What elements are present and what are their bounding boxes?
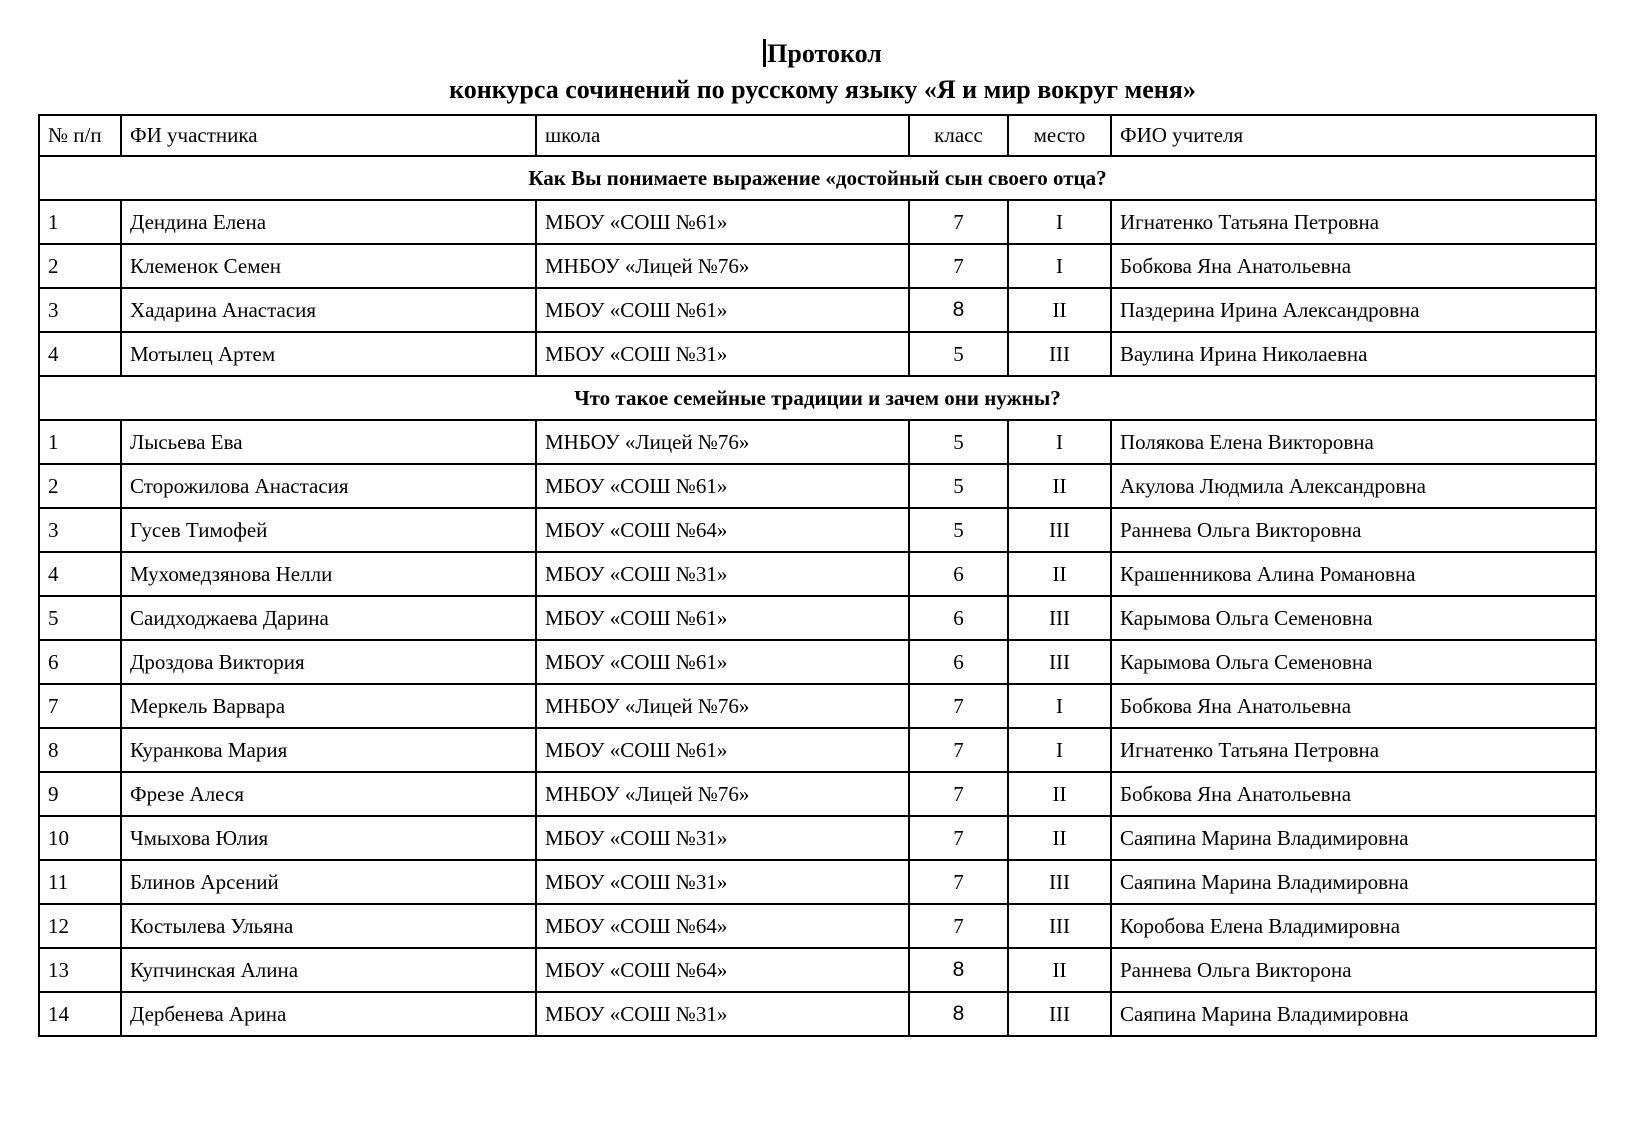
cell-grade: 5 — [909, 420, 1008, 464]
column-header-teacher: ФИО учителя — [1111, 115, 1596, 156]
cell-grade: 7 — [909, 244, 1008, 288]
cell-number: 14 — [39, 992, 121, 1036]
cell-number: 8 — [39, 728, 121, 772]
cell-teacher: Раннева Ольга Викторовна — [1111, 508, 1596, 552]
cell-school: МБОУ «СОШ №61» — [536, 640, 909, 684]
cell-school: МБОУ «СОШ №64» — [536, 508, 909, 552]
page-subtitle: конкурса сочинений по русскому языку «Я и мир вокруг меня» — [449, 75, 1196, 104]
cell-number: 7 — [39, 684, 121, 728]
cell-grade: 5 — [909, 332, 1008, 376]
cell-participant: Гусев Тимофей — [121, 508, 536, 552]
cell-grade: 6 — [909, 552, 1008, 596]
cell-grade: 8 — [909, 992, 1008, 1036]
cell-number: 1 — [39, 200, 121, 244]
cell-number: 3 — [39, 508, 121, 552]
cell-place: III — [1008, 596, 1111, 640]
cell-grade: 7 — [909, 860, 1008, 904]
cell-number: 11 — [39, 860, 121, 904]
cell-grade: 7 — [909, 728, 1008, 772]
cell-school: МНБОУ «Лицей №76» — [536, 420, 909, 464]
cell-teacher: Саяпина Марина Владимировна — [1111, 860, 1596, 904]
cell-teacher: Карымова Ольга Семеновна — [1111, 596, 1596, 640]
table-row — [39, 772, 1596, 816]
cell-number: 6 — [39, 640, 121, 684]
section-heading: Как Вы понимаете выражение «достойный сын своего отца? — [39, 156, 1596, 200]
table-header-row — [39, 115, 1596, 156]
table-body — [39, 156, 1596, 1036]
cell-teacher: Игнатенко Татьяна Петровна — [1111, 200, 1596, 244]
cell-school: МБОУ «СОШ №31» — [536, 332, 909, 376]
cell-number: 10 — [39, 816, 121, 860]
section-heading: Что такое семейные традиции и зачем они нужны? — [39, 376, 1596, 420]
cell-school: МБОУ «СОШ №64» — [536, 904, 909, 948]
cell-place: II — [1008, 816, 1111, 860]
table-row — [39, 244, 1596, 288]
cell-number: 1 — [39, 420, 121, 464]
table-row — [39, 508, 1596, 552]
cell-school: МБОУ «СОШ №61» — [536, 596, 909, 640]
table-row — [39, 948, 1596, 992]
cell-number: 9 — [39, 772, 121, 816]
cell-grade: 7 — [909, 904, 1008, 948]
cell-teacher: Саяпина Марина Владимировна — [1111, 816, 1596, 860]
table-row — [39, 200, 1596, 244]
cell-participant: Чмыхова Юлия — [121, 816, 536, 860]
section-heading-row — [39, 376, 1596, 420]
cell-grade: 6 — [909, 640, 1008, 684]
table-row — [39, 684, 1596, 728]
cell-participant: Мухомедзянова Нелли — [121, 552, 536, 596]
cell-school: МНБОУ «Лицей №76» — [536, 772, 909, 816]
cell-place: III — [1008, 640, 1111, 684]
cell-school: МБОУ «СОШ №31» — [536, 992, 909, 1036]
table-row — [39, 552, 1596, 596]
cell-place: I — [1008, 244, 1111, 288]
column-header-participant: ФИ участника — [121, 115, 536, 156]
column-header-number: № п/п — [39, 115, 121, 156]
text-cursor — [763, 39, 766, 67]
table-row — [39, 332, 1596, 376]
cell-school: МБОУ «СОШ №31» — [536, 552, 909, 596]
cell-place: III — [1008, 992, 1111, 1036]
cell-teacher: Игнатенко Татьяна Петровна — [1111, 728, 1596, 772]
cell-school: МБОУ «СОШ №31» — [536, 860, 909, 904]
cell-participant: Фрезе Алеся — [121, 772, 536, 816]
table-row — [39, 860, 1596, 904]
cell-place: III — [1008, 508, 1111, 552]
cell-number: 3 — [39, 288, 121, 332]
cell-teacher: Коробова Елена Владимировна — [1111, 904, 1596, 948]
cell-place: II — [1008, 552, 1111, 596]
cell-participant: Сторожилова Анастасия — [121, 464, 536, 508]
cell-place: II — [1008, 288, 1111, 332]
cell-place: III — [1008, 332, 1111, 376]
table-row — [39, 464, 1596, 508]
cell-place: I — [1008, 684, 1111, 728]
cell-grade: 8 — [909, 288, 1008, 332]
column-header-grade: класс — [909, 115, 1008, 156]
cell-participant: Дендина Елена — [121, 200, 536, 244]
cell-place: I — [1008, 420, 1111, 464]
cell-teacher: Ваулина Ирина Николаевна — [1111, 332, 1596, 376]
column-header-school: школа — [536, 115, 909, 156]
cell-participant: Дербенева Арина — [121, 992, 536, 1036]
cell-participant: Меркель Варвара — [121, 684, 536, 728]
cell-number: 4 — [39, 552, 121, 596]
cell-place: I — [1008, 728, 1111, 772]
cell-grade: 7 — [909, 200, 1008, 244]
results-table — [38, 114, 1597, 1037]
cell-grade: 7 — [909, 684, 1008, 728]
cell-place: II — [1008, 772, 1111, 816]
table-row — [39, 816, 1596, 860]
cell-grade: 5 — [909, 464, 1008, 508]
cell-number: 4 — [39, 332, 121, 376]
cell-school: МНБОУ «Лицей №76» — [536, 684, 909, 728]
cell-teacher: Паздерина Ирина Александровна — [1111, 288, 1596, 332]
cell-school: МНБОУ «Лицей №76» — [536, 244, 909, 288]
cell-teacher: Бобкова Яна Анатольевна — [1111, 244, 1596, 288]
cell-number: 5 — [39, 596, 121, 640]
cell-participant: Хадарина Анастасия — [121, 288, 536, 332]
section-heading-row — [39, 156, 1596, 200]
table-row — [39, 992, 1596, 1036]
cell-school: МБОУ «СОШ №31» — [536, 816, 909, 860]
cell-grade: 6 — [909, 596, 1008, 640]
cell-place: II — [1008, 948, 1111, 992]
cell-participant: Куранкова Мария — [121, 728, 536, 772]
cell-school: МБОУ «СОШ №61» — [536, 728, 909, 772]
cell-grade: 7 — [909, 772, 1008, 816]
cell-participant: Купчинская Алина — [121, 948, 536, 992]
cell-teacher: Акулова Людмила Александровна — [1111, 464, 1596, 508]
cell-participant: Костылева Ульяна — [121, 904, 536, 948]
table-row — [39, 596, 1596, 640]
cell-teacher: Карымова Ольга Семеновна — [1111, 640, 1596, 684]
cell-participant: Клеменок Семен — [121, 244, 536, 288]
cell-participant: Дроздова Виктория — [121, 640, 536, 684]
cell-participant: Блинов Арсений — [121, 860, 536, 904]
cell-number: 13 — [39, 948, 121, 992]
cell-place: III — [1008, 904, 1111, 948]
table-row — [39, 420, 1596, 464]
cell-place: II — [1008, 464, 1111, 508]
cell-school: МБОУ «СОШ №61» — [536, 464, 909, 508]
cell-teacher: Раннева Ольга Викторона — [1111, 948, 1596, 992]
title-block — [0, 38, 1645, 69]
table-row — [39, 728, 1596, 772]
cell-school: МБОУ «СОШ №61» — [536, 288, 909, 332]
page-title: Протокол — [767, 39, 882, 68]
table-row — [39, 904, 1596, 948]
cell-grade: 5 — [909, 508, 1008, 552]
cell-participant: Лысьева Ева — [121, 420, 536, 464]
table-row — [39, 288, 1596, 332]
cell-number: 12 — [39, 904, 121, 948]
cell-number: 2 — [39, 244, 121, 288]
cell-school: МБОУ «СОШ №64» — [536, 948, 909, 992]
cell-teacher: Саяпина Марина Владимировна — [1111, 992, 1596, 1036]
cell-participant: Саидходжаева Дарина — [121, 596, 536, 640]
cell-participant: Мотылец Артем — [121, 332, 536, 376]
cell-number: 2 — [39, 464, 121, 508]
cell-grade: 8 — [909, 948, 1008, 992]
cell-school: МБОУ «СОШ №61» — [536, 200, 909, 244]
table-row — [39, 640, 1596, 684]
cell-teacher: Бобкова Яна Анатольевна — [1111, 684, 1596, 728]
column-header-place: место — [1008, 115, 1111, 156]
cell-place: III — [1008, 860, 1111, 904]
cell-teacher: Полякова Елена Викторовна — [1111, 420, 1596, 464]
cell-teacher: Крашенникова Алина Романовна — [1111, 552, 1596, 596]
cell-grade: 7 — [909, 816, 1008, 860]
cell-teacher: Бобкова Яна Анатольевна — [1111, 772, 1596, 816]
cell-place: I — [1008, 200, 1111, 244]
